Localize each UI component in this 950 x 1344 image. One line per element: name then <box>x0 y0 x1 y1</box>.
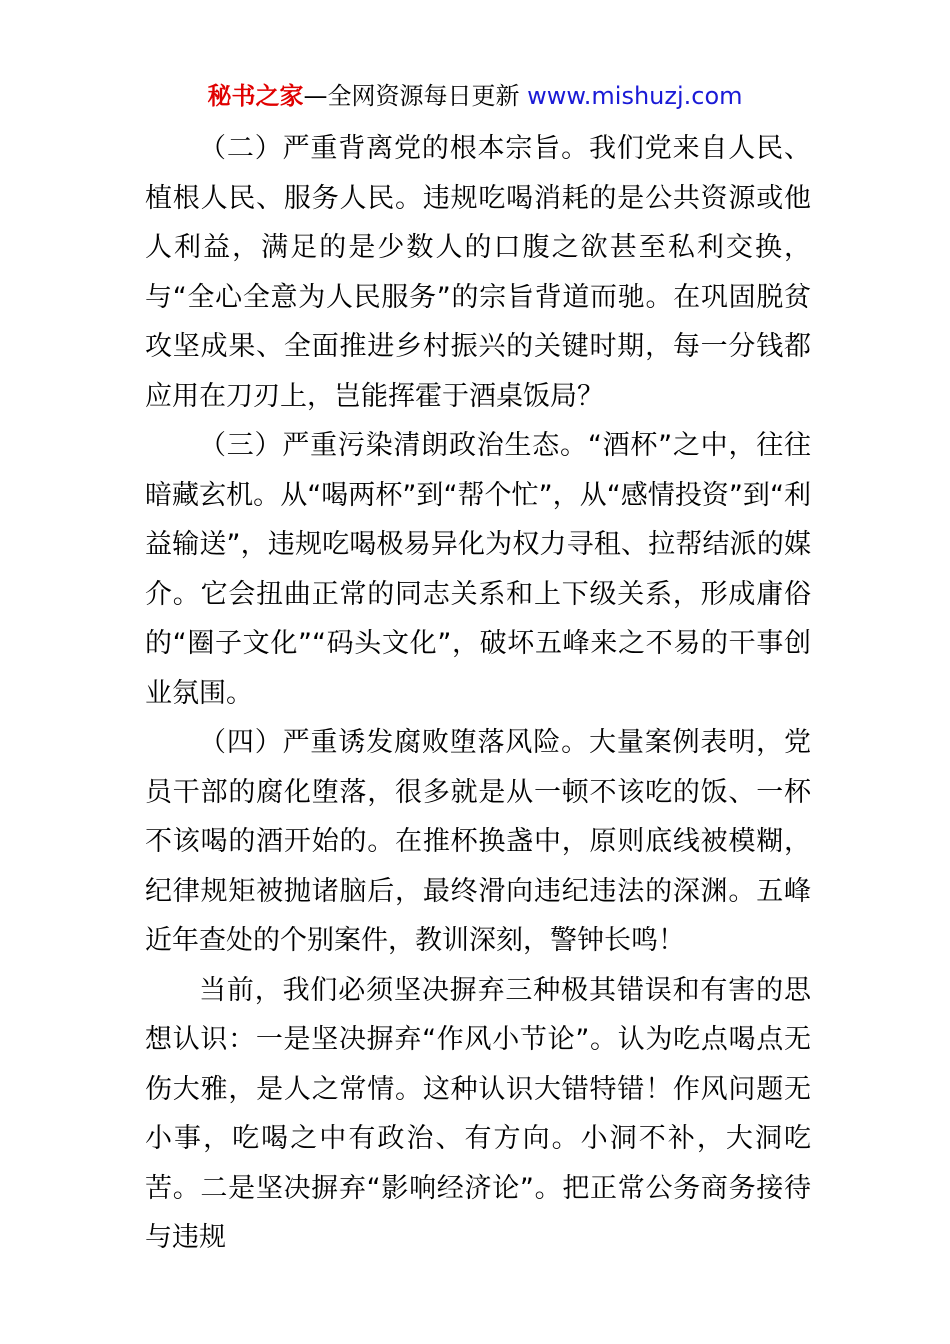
site-brand: 秘书之家 <box>207 82 304 110</box>
page-header <box>0 80 950 112</box>
document-body <box>145 124 811 1263</box>
paragraph-current: 当前，我们必须坚决摒弃三种极其错误和有害的思想认识：一是坚决摒弃“作风小节论”。认为吃点喝点无伤大雅，是人之常情。这种认识大错特错！作风问题无小事，吃喝之中有政治、有方向。小洞不补，大洞吃苦。二是坚决摒弃“影响经济论”。把正常公务商务接待与违规 <box>145 974 811 1253</box>
site-tagline: —全网资源每日更新 <box>303 82 528 110</box>
paragraph-2: （二）严重背离党的根本宗旨。我们党来自人民、植根人民、服务人民。违规吃喝消耗的是公共资源或他人利益，满足的是少数人的口腹之欲甚至私利交换，与“全心全意为人民服务”的宗旨背道而驰。在巩固脱贫攻坚成果、全面推进乡村振兴的关键时期，每一分钱都应用在刀刃上，岂能挥霍于酒桌饭局？ <box>145 133 811 412</box>
site-url-link[interactable]: www.mishuzj.com <box>527 82 743 110</box>
paragraph-3: （三）严重污染清朗政治生态。“酒杯”之中，往往暗藏玄机。从“喝两杯”到“帮个忙”，从“感情投资”到“利益输送”，违规吃喝极易异化为权力寻租、拉帮结派的媒介。它会扭曲正常的同志关系和上下级关系，形成庸俗的“圈子文化”“码头文化”，破坏五峰来之不易的干事创业氛围。 <box>145 430 811 709</box>
paragraph-4: （四）严重诱发腐败堕落风险。大量案例表明，党员干部的腐化堕落，很多就是从一顿不该吃的饭、一杯不该喝的酒开始的。在推杯换盏中，原则底线被模糊，纪律规矩被抛诸脑后，最终滑向违纪违法的深渊。五峰近年查处的个别案件，教训深刻，警钟长鸣！ <box>145 727 811 956</box>
